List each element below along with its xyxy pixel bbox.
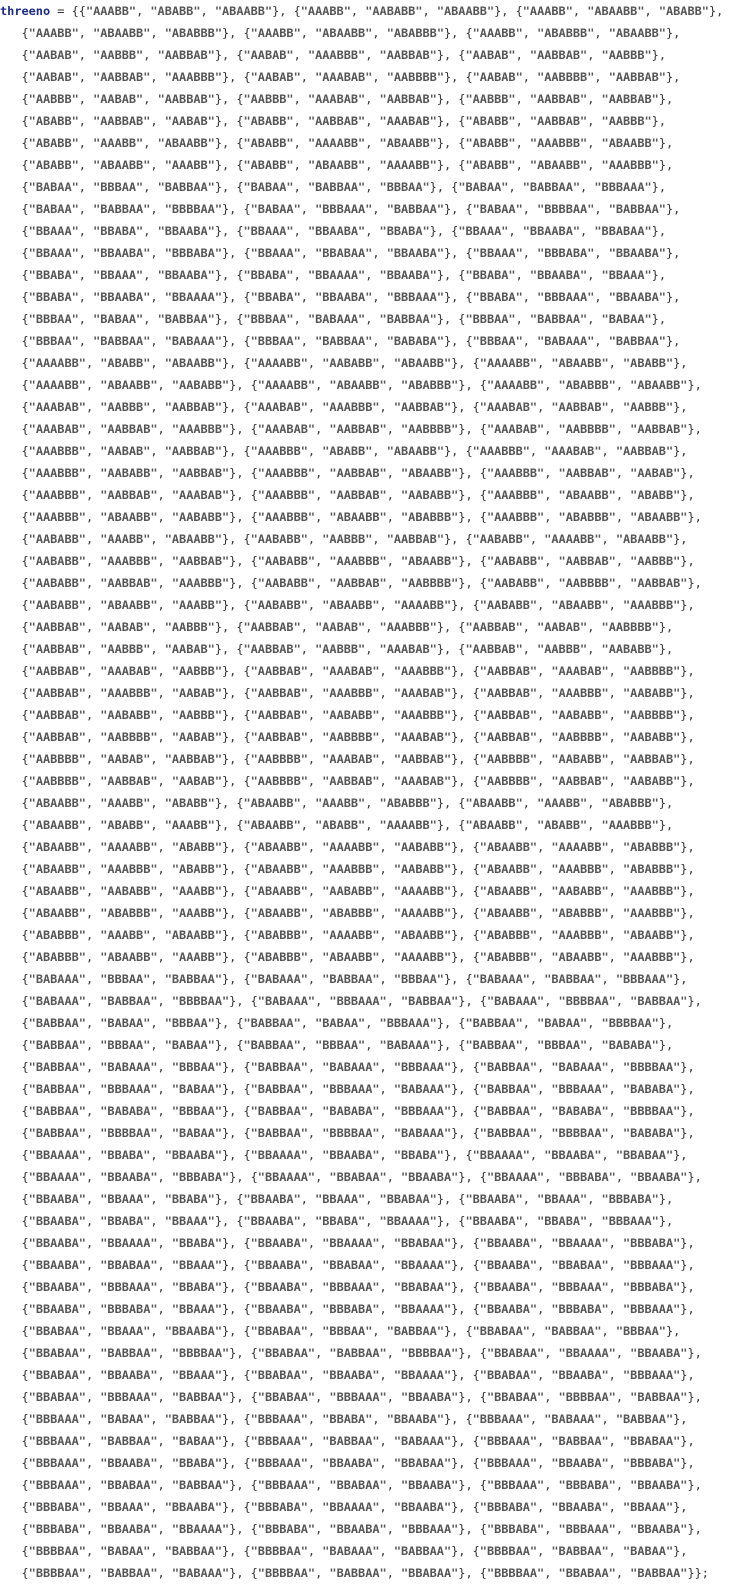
code-line: {"BBAAAA", "BBABA", "BBAABA"}, {"BBAAAA", "BBAABA", "BBABA"}, {"BBAAAA", "BBAABA", "BBABAA"}, xyxy=(21,1148,688,1162)
code-line: {"BABBAA", "BABABA", "BBBAA"}, {"BABBAA", "BABABA", "BBBAAA"}, {"BABBAA", "BABABA", "BBBBAA"}, xyxy=(21,1104,695,1118)
code-line: {"ABAABB", "ABABBB", "AAABB"}, {"ABAABB", "ABABBB", "AAAABB"}, {"ABAABB", "ABABBB", "AAABBB"}, xyxy=(21,906,695,920)
code-line: {"ABABBB", "ABAABB", "AAABB"}, {"ABABBB", "ABAABB", "AAAABB"}, {"ABABBB", "ABAABB", "AAABBB"}, xyxy=(21,950,695,964)
code-line: {"ABAABB", "AAAABB", "ABABB"}, {"ABAABB", "AAAABB", "AABABB"}, {"ABAABB", "AAAABB", "ABABBB"}, xyxy=(21,840,695,854)
code-line: {"BBABAA", "BBBAAA", "BABBAA"}, {"BBABAA", "BBBAAA", "BBAABA"}, {"BBABAA", "BBBBAA", "BABBAA"}, xyxy=(21,1390,702,1404)
code-line: {"BBBAAA", "BABBAA", "BABAA"}, {"BBBAAA", "BABBAA", "BABAAA"}, {"BBBAAA", "BABBAA", "BBABAA"}, xyxy=(21,1434,695,1448)
code-line: {"AAABBB", "ABAABB", "AABABB"}, {"AAABBB", "ABAABB", "ABABBB"}, {"AAABBB", "ABABBB", "ABAABB"}, xyxy=(21,510,702,524)
code-line: {"BBBAA", "BABBAA", "BABAAA"}, {"BBBAA", "BABBAA", "BABABA"}, {"BBBAA", "BABAAA", "BABBAA"}, xyxy=(21,334,681,348)
code-line: {"BABAA", "BBBAA", "BABBAA"}, {"BABAA", "BABBAA", "BBBAA"}, {"BABAA", "BABBAA", "BBBAAA"}, xyxy=(21,180,666,194)
code-line: {"AAABAB", "AABBAB", "AAABBB"}, {"AAABAB", "AABBAB", "AABBBB"}, {"AAABAB", "AABBBB", "AABBAB"}, xyxy=(21,422,702,436)
code-line: {"ABAABB", "AAABBB", "ABABB"}, {"ABAABB", "AAABBB", "AABABB"}, {"ABAABB", "AAABBB", "ABABBB"}, xyxy=(21,862,695,876)
code-line: {"AAAABB", "ABAABB", "AABABB"}, {"AAAABB", "ABAABB", "ABABBB"}, {"AAAABB", "ABABBB", "ABAABB"}, xyxy=(21,378,702,392)
code-line: {"BBBABA", "BBAABA", "BBAAAA"}, {"BBBABA", "BBAABA", "BBBAAA"}, {"BBBABA", "BBBAAA", "BBAABA"}, xyxy=(21,1522,702,1536)
code-line: {"ABAABB", "ABABB", "AAABB"}, {"ABAABB", "ABABB", "AAAABB"}, {"ABAABB", "ABABB", "AAABBB"}, xyxy=(21,818,674,832)
code-line: {"AABBBB", "AABBAB", "AABAB"}, {"AABBBB", "AABBAB", "AAABAB"}, {"AABBBB", "AABBAB", "AABABB"}, xyxy=(21,774,695,788)
code-line: {"BBBAAA", "BBAABA", "BBABA"}, {"BBBAAA", "BBAABA", "BBABAA"}, {"BBBAAA", "BBAABA", "BBBABA"}, xyxy=(21,1456,695,1470)
code-line: {"BBBBAA", "BABBAA", "BABAAA"}, {"BBBBAA", "BABBAA", "BBABAA"}, {"BBBBAA", "BBABAA", "BABBAA"}}; xyxy=(21,1566,709,1580)
code-line: {"BBAABA", "BBBAAA", "BBABA"}, {"BBAABA", "BBBAAA", "BBABAA"}, {"BBAABA", "BBBAAA", "BBBABA"}, xyxy=(21,1280,695,1294)
code-line: {"BBBAAA", "BABAA", "BABBAA"}, {"BBBAAA", "BBABA", "BBAABA"}, {"BBBAAA", "BABAAA", "BABBAA"}, xyxy=(21,1412,688,1426)
code-line: {"BBAABA", "BBBABA", "BBAAA"}, {"BBAABA", "BBBABA", "BBAAAA"}, {"BBAABA", "BBBABA", "BBBAAA"}, xyxy=(21,1302,695,1316)
code-line: {"AABBB", "AABAB", "AABBAB"}, {"AABBB", "AAABAB", "AABBAB"}, {"AABBB", "AABBAB", "AABBAB"}, xyxy=(21,92,674,106)
code-line: {"AAABBB", "AABBAB", "AAABAB"}, {"AAABBB", "AABBAB", "AABABB"}, {"AAABBB", "ABAABB", "ABABB"}, xyxy=(21,488,695,502)
code-line: {"ABABB", "AAABB", "ABAABB"}, {"ABABB", "AAAABB", "ABAABB"}, {"ABABB", "AAABBB", "ABAABB"}, xyxy=(21,136,674,150)
code-line: {"AABBAB", "AABABB", "AABBB"}, {"AABBAB", "AABABB", "AAABBB"}, {"AABBAB", "AABABB", "AABBBB"}, xyxy=(21,708,695,722)
code-line: {"BBABA", "BBAABA", "BBAAAA"}, {"BBABA", "BBAABA", "BBBAAA"}, {"BBABA", "BBBAAA", "BBAABA"}, xyxy=(21,290,681,304)
code-line: threeno = {{"AAABB", "ABABB", "ABAABB"}, {"AAABB", "AABABB", "ABAABB"}, {"AAABB", "ABAABB", "ABABB"}, xyxy=(0,4,724,18)
code-line: {"BBBABA", "BBAAA", "BBAABA"}, {"BBBABA", "BBAAAA", "BBAABA"}, {"BBBABA", "BBAABA", "BBAAA"}, xyxy=(21,1500,688,1514)
code-line: {"AAABB", "ABAABB", "ABABBB"}, {"AAABB", "ABAABB", "ABABBB"}, {"AAABB", "ABABBB", "ABAABB"}, xyxy=(21,26,681,40)
code-line: {"AAABAB", "AABBB", "AABBAB"}, {"AAABAB", "AAABBB", "AABBAB"}, {"AAABAB", "AABBAB", "AABBB"}, xyxy=(21,400,688,414)
code-line: {"AABBAB", "AABBB", "AABAB"}, {"AABBAB", "AABBB", "AAABAB"}, {"AABBAB", "AABBB", "AABABB"}, xyxy=(21,642,674,656)
code-line: {"AABABB", "AAABB", "ABAABB"}, {"AABABB", "AABBB", "AABBAB"}, {"AABABB", "AAAABB", "ABAABB"}, xyxy=(21,532,688,546)
code-line: {"BBABAA", "BABBAA", "BBBBAA"}, {"BBABAA", "BABBAA", "BBBBAA"}, {"BBABAA", "BBAAAA", "BBAABA"}, xyxy=(21,1346,702,1360)
code-line: {"BABAAA", "BABBAA", "BBBBAA"}, {"BABAAA", "BBBAAA", "BABBAA"}, {"BABAAA", "BBBBAA", "BABBAA"}, xyxy=(21,994,702,1008)
code-line: {"BABAA", "BABBAA", "BBBBAA"}, {"BABAA", "BBBAAA", "BABBAA"}, {"BABAA", "BBBBAA", "BABBAA"}, xyxy=(21,202,681,216)
code-line: {"ABAABB", "AABABB", "AAABB"}, {"ABAABB", "AABABB", "AAAABB"}, {"ABAABB", "AABABB", "AAABBB"}, xyxy=(21,884,695,898)
code-line: {"ABABB", "ABAABB", "AAABB"}, {"ABABB", "ABAABB", "AAAABB"}, {"ABABB", "ABAABB", "AAABBB"}, xyxy=(21,158,674,172)
code-line: {"AABAB", "AABBB", "AABBAB"}, {"AABAB", "AAABBB", "AABBAB"}, {"AABAB", "AABBAB", "AABBB"}, xyxy=(21,48,666,62)
code-line: {"BBABAA", "BBAABA", "BBAAA"}, {"BBABAA", "BBAABA", "BBAAAA"}, {"BBABAA", "BBAABA", "BBBAAA"}, xyxy=(21,1368,695,1382)
variable-name: threeno xyxy=(0,4,51,18)
code-line: {"AABABB", "AAABBB", "AABBAB"}, {"AABABB", "AAABBB", "ABAABB"}, {"AABABB", "AABBAB", "AABBB"}, xyxy=(21,554,695,568)
code-line: {"ABABBB", "AAABB", "ABAABB"}, {"ABABBB", "AAAABB", "ABAABB"}, {"ABABBB", "AAABBB", "ABAABB"}, xyxy=(21,928,695,942)
code-line: {"AAABBB", "AABAB", "AABBAB"}, {"AAABBB", "ABABB", "ABAABB"}, {"AAABBB", "AAABAB", "AABBAB"}, xyxy=(21,444,688,458)
code-line: {"BABBAA", "BBBBAA", "BABAA"}, {"BABBAA", "BBBBAA", "BABAAA"}, {"BABBAA", "BBBBAA", "BABABA"}, xyxy=(21,1126,695,1140)
code-line: {"AABBAB", "AABBBB", "AABAB"}, {"AABBAB", "AABBBB", "AAABAB"}, {"AABBAB", "AABBBB", "AABABB"}, xyxy=(21,730,695,744)
code-line: {"BBAABA", "BBABAA", "BBAAA"}, {"BBAABA", "BBABAA", "BBAAAA"}, {"BBAABA", "BBABAA", "BBBAAA"}, xyxy=(21,1258,695,1272)
code-line: {"BABBAA", "BABAAA", "BBBAA"}, {"BABBAA", "BABAAA", "BBBAAA"}, {"BABBAA", "BABAAA", "BBBBAA"}, xyxy=(21,1060,695,1074)
code-line: {"BBBAA", "BABAA", "BABBAA"}, {"BBBAA", "BABAAA", "BABBAA"}, {"BBBAA", "BABBAA", "BABAA"}, xyxy=(21,312,666,326)
code-line: {"AAAABB", "ABABB", "ABAABB"}, {"AAAABB", "AABABB", "ABAABB"}, {"AAAABB", "ABAABB", "ABABB"}, xyxy=(21,356,688,370)
code-line: {"BABBAA", "BABAA", "BBBAA"}, {"BABBAA", "BABAA", "BBBAAA"}, {"BABBAA", "BABAA", "BBBBAA"}, xyxy=(21,1016,674,1030)
code-line: {"BBABAA", "BBAAA", "BBAABA"}, {"BBABAA", "BBBAA", "BABBAA"}, {"BBABAA", "BABBAA", "BBBAA"}, xyxy=(21,1324,681,1338)
code-line: {"BABBAA", "BBBAA", "BABAA"}, {"BABBAA", "BBBAA", "BABAAA"}, {"BABBAA", "BBBAA", "BABABA"}, xyxy=(21,1038,674,1052)
code-line: {"AABBBB", "AABAB", "AABBAB"}, {"AABBBB", "AAABAB", "AABBAB"}, {"AABBBB", "AABABB", "AABBAB"}, xyxy=(21,752,695,766)
code-line: {"BBAAA", "BBABA", "BBAABA"}, {"BBAAA", "BBAABA", "BBABA"}, {"BBAAA", "BBAABA", "BBABAA"}, xyxy=(21,224,666,238)
code-line: {"BBBAAA", "BBABAA", "BABBAA"}, {"BBBAAA", "BBABAA", "BBAABA"}, {"BBBAAA", "BBBABA", "BBAABA"}, xyxy=(21,1478,702,1492)
code-line: {"BBABA", "BBAAA", "BBAABA"}, {"BBABA", "BBAAAA", "BBAABA"}, {"BBABA", "BBAABA", "BBAAA"}, xyxy=(21,268,666,282)
code-line: {"AABABB", "AABBAB", "AAABBB"}, {"AABABB", "AABBAB", "AABBBB"}, {"AABABB", "AABBBB", "AABBAB"}, xyxy=(21,576,702,590)
code-line: {"BBBBAA", "BABAA", "BABBAA"}, {"BBBBAA", "BABAAA", "BABBAA"}, {"BBBBAA", "BABBAA", "BABAA"}, xyxy=(21,1544,688,1558)
code-line: {"AABBAB", "AABAB", "AABBB"}, {"AABBAB", "AABAB", "AAABBB"}, {"AABBAB", "AABAB", "AABBBB"}, xyxy=(21,620,674,634)
code-line: {"BBAAA", "BBAABA", "BBBABA"}, {"BBAAA", "BBABAA", "BBAABA"}, {"BBAAA", "BBBABA", "BBAABA"}, xyxy=(21,246,681,260)
code-line: {"AABAB", "AABBAB", "AAABBB"}, {"AABAB", "AAABAB", "AABBBB"}, {"AABAB", "AABBBB", "AABBAB"}, xyxy=(21,70,681,84)
code-line: {"AABBAB", "AAABAB", "AABBB"}, {"AABBAB", "AAABAB", "AAABBB"}, {"AABBAB", "AAABAB", "AABBBB"}, xyxy=(21,664,695,678)
code-line: {"BBAABA", "BBAAAA", "BBABA"}, {"BBAABA", "BBAAAA", "BBABAA"}, {"BBAABA", "BBAAAA", "BBBABA"}, xyxy=(21,1236,695,1250)
code-line: {"BBAABA", "BBABA", "BBAAA"}, {"BBAABA", "BBABA", "BBAAAA"}, {"BBAABA", "BBABA", "BBBAAA"}, xyxy=(21,1214,674,1228)
code-line: {"AABABB", "ABAABB", "AAABB"}, {"AABABB", "ABAABB", "AAAABB"}, {"AABABB", "ABAABB", "AAABBB"}, xyxy=(21,598,695,612)
code-line: {"AABBAB", "AAABBB", "AABAB"}, {"AABBAB", "AAABBB", "AAABAB"}, {"AABBAB", "AAABBB", "AABABB"}, xyxy=(21,686,695,700)
code-line: {"BABBAA", "BBBAAA", "BABAA"}, {"BABBAA", "BBBAAA", "BABAAA"}, {"BABBAA", "BBBAAA", "BABABA"}, xyxy=(21,1082,695,1096)
code-line: {"ABAABB", "AAABB", "ABABB"}, {"ABAABB", "AAABB", "ABABBB"}, {"ABAABB", "AAABB", "ABABBB"}, xyxy=(21,796,674,810)
assign-operator: = xyxy=(50,4,72,18)
code-line: {"BABAAA", "BBBAA", "BABBAA"}, {"BABAAA", "BABBAA", "BBBAA"}, {"BABAAA", "BABBAA", "BBBAAA"}, xyxy=(21,972,688,986)
code-line: {"BBAAAA", "BBAABA", "BBBABA"}, {"BBAAAA", "BBABAA", "BBAABA"}, {"BBAAAA", "BBBABA", "BBAABA"}, xyxy=(21,1170,702,1184)
code-line: {"ABABB", "AABBAB", "AABAB"}, {"ABABB", "AABBAB", "AAABAB"}, {"ABABB", "AABBAB", "AABBB"}, xyxy=(21,114,666,128)
code-line: {"AAABBB", "AABABB", "AABBAB"}, {"AAABBB", "AABBAB", "ABAABB"}, {"AAABBB", "AABBAB", "AABAB"}, xyxy=(21,466,695,480)
code-line: {"BBAABA", "BBAAA", "BBABA"}, {"BBAABA", "BBAAA", "BBABAA"}, {"BBAABA", "BBAAA", "BBBABA"}, xyxy=(21,1192,674,1206)
